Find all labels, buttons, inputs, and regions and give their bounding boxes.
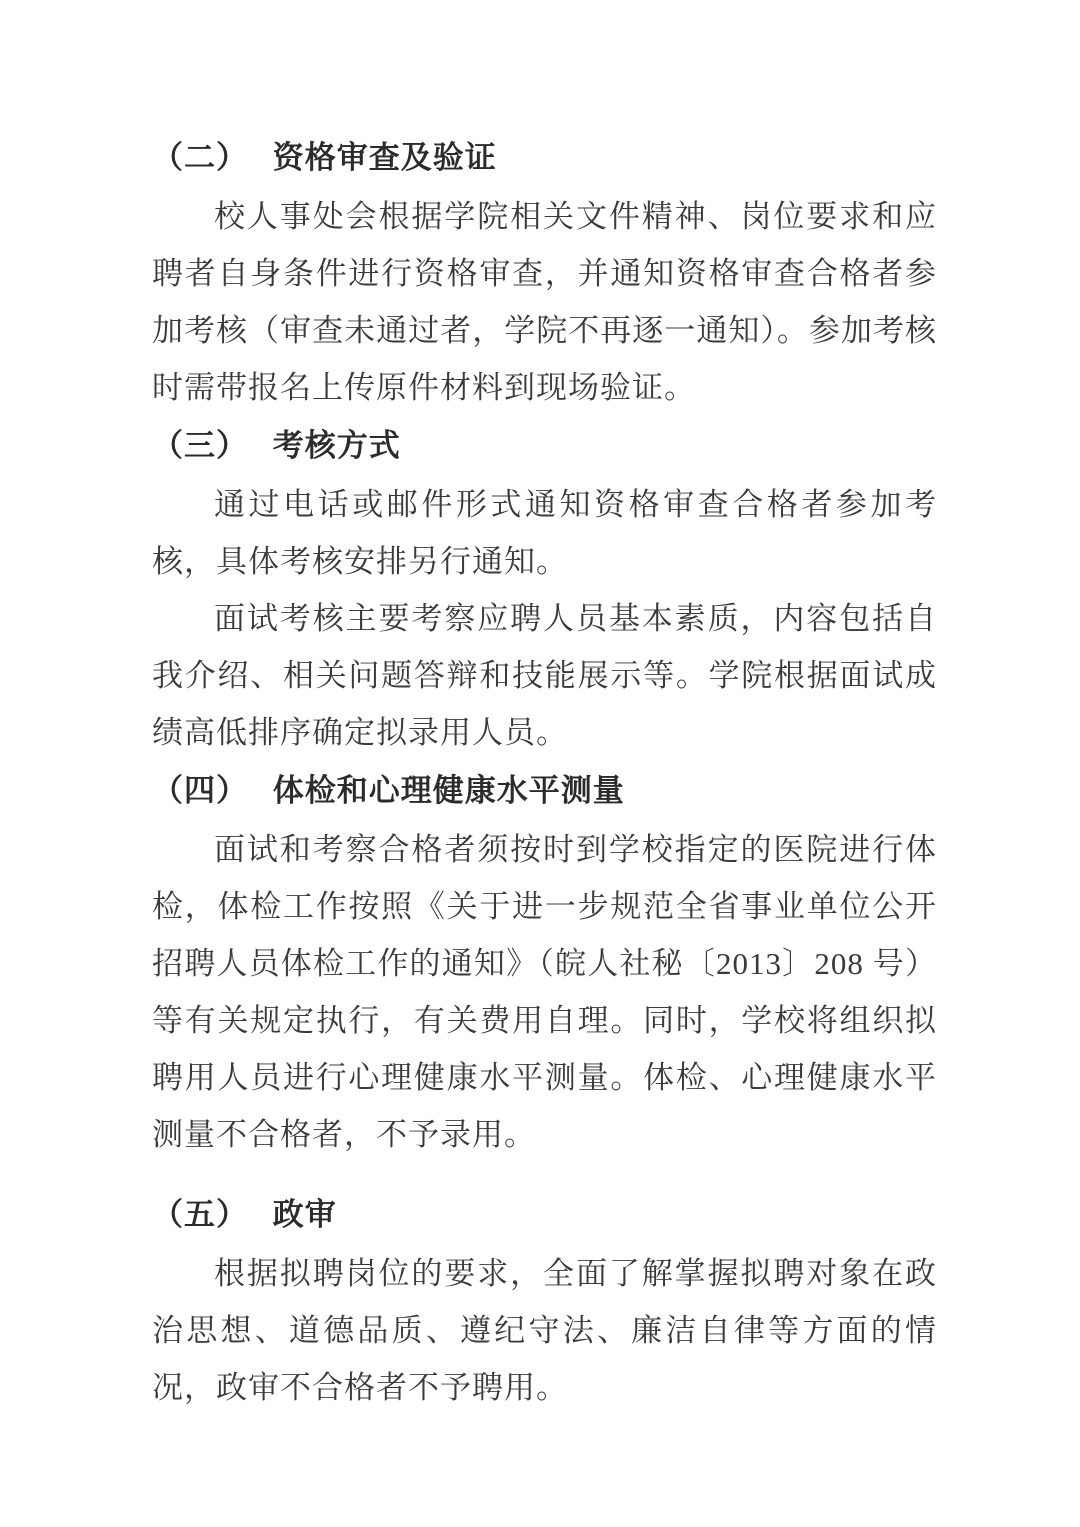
paragraph: 面试考核主要考察应聘人员基本素质，内容包括自我介绍、相关问题答辩和技能展示等。学院根据面试成绩高低排序确定拟录用人员。 xyxy=(152,601,937,750)
section-title: 资格审查及验证 xyxy=(272,140,497,175)
section-number: （三） xyxy=(152,428,248,463)
section-heading-5 xyxy=(152,1185,937,1245)
paragraph: 面试和考察合格者须按时到学校指定的医院进行体检，体检工作按照《关于进一步规范全省事业单位公开招聘人员体检工作的通知》（皖人社秘〔2013〕208 号）等有关规定执行，有关费用自理。同时，学校将组织拟聘用人员进行心理健康水平测量。体检、心理健康水平测量不合格者，不予录用。 xyxy=(152,832,937,1152)
section-number: （二） xyxy=(152,140,248,175)
section-heading-2 xyxy=(152,128,937,188)
section-title: 考核方式 xyxy=(272,428,401,463)
section-heading-3 xyxy=(152,416,937,476)
paragraph: 根据拟聘岗位的要求，全面了解掌握拟聘对象在政治思想、道德品质、遵纪守法、廉洁自律等方面的情况，政审不合格者不予聘用。 xyxy=(152,1256,937,1405)
section-heading-4 xyxy=(152,761,937,821)
section-title: 政审 xyxy=(272,1197,337,1232)
paragraph: 通过电话或邮件形式通知资格审查合格者参加考核，具体考核安排另行通知。 xyxy=(152,487,937,579)
section-number: （五） xyxy=(152,1197,248,1232)
section-title: 体检和心理健康水平测量 xyxy=(272,773,625,808)
paragraph: 校人事处会根据学院相关文件精神、岗位要求和应聘者自身条件进行资格审查，并通知资格审查合格者参加考核（审查未通过者，学院不再逐一通知）。参加考核时需带报名上传原件材料到现场验证。 xyxy=(152,199,937,405)
document-content xyxy=(152,128,937,1416)
section-number: （四） xyxy=(152,773,248,808)
